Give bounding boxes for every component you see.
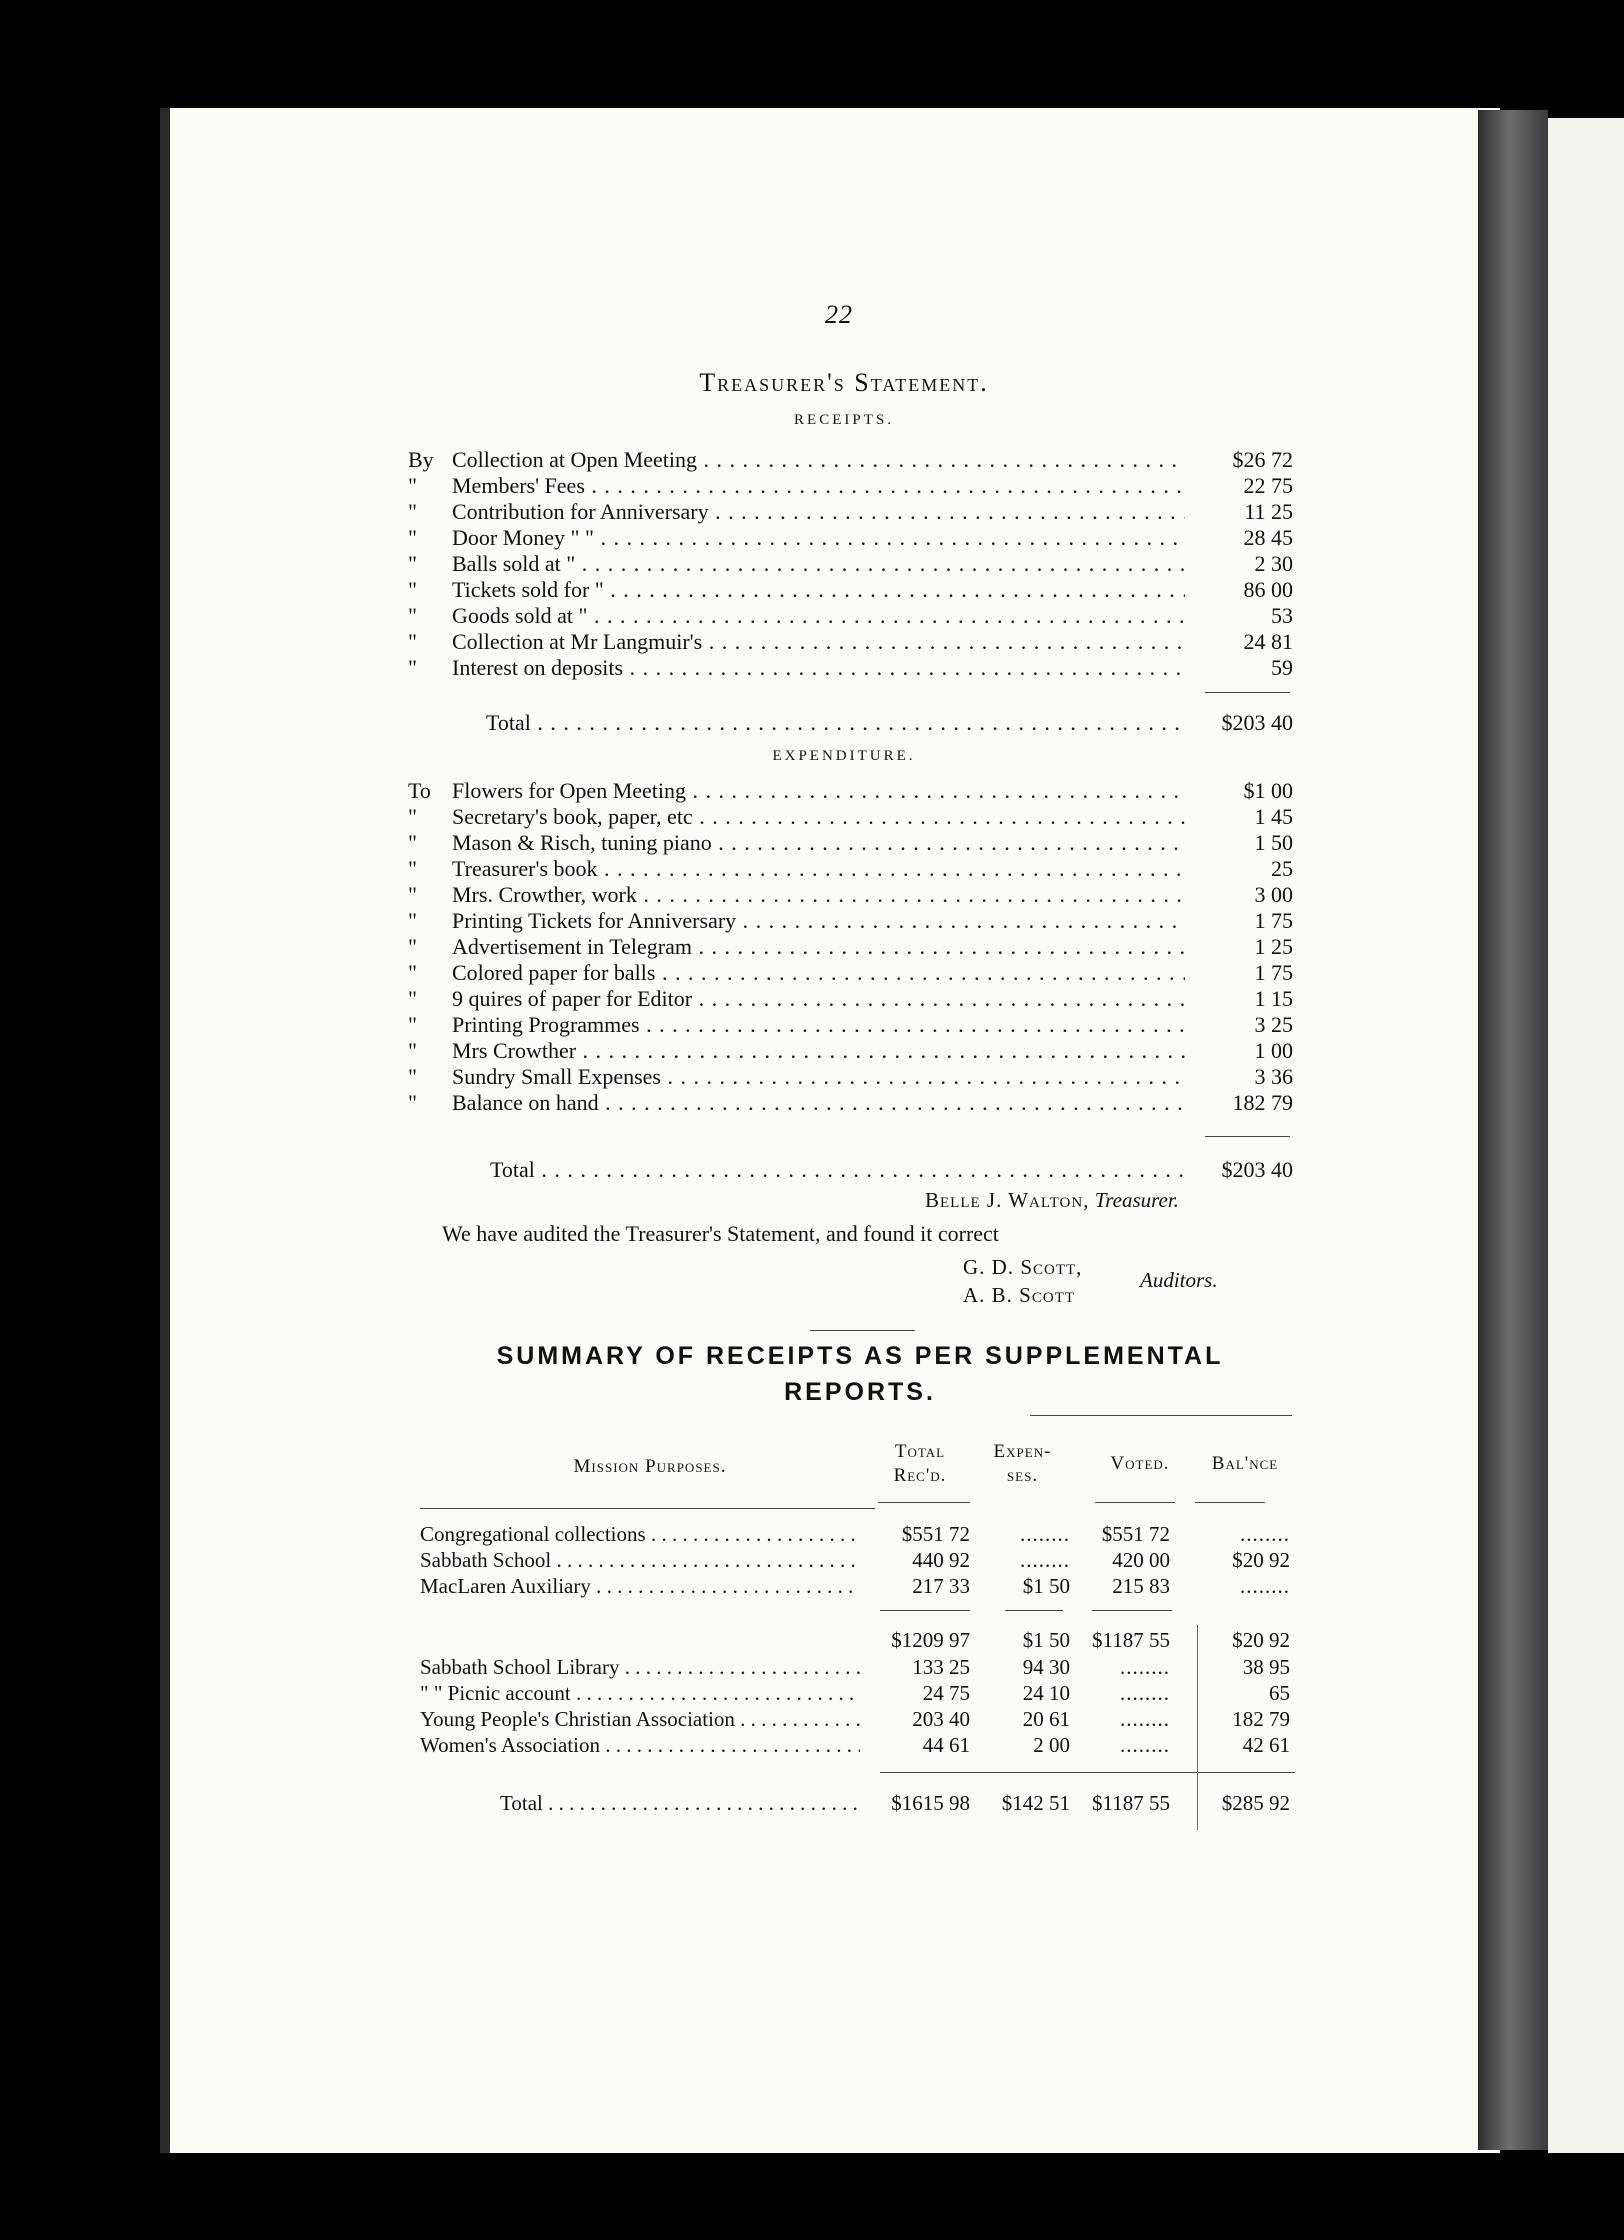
row-label: Colored paper for balls . . .: [452, 960, 1185, 986]
row-label: " " Picnic account . . .: [420, 1680, 860, 1706]
row-label: Young People's Christian Association . . .: [420, 1706, 860, 1732]
row-prefix: ": [408, 525, 417, 550]
receipt-row: [408, 447, 1293, 473]
expenditure-row: [408, 1038, 1293, 1064]
header-mission-purposes: Mission Purposes.: [573, 1456, 727, 1477]
expenditure-row: [408, 856, 1293, 882]
summary-subtotal-row: [420, 1627, 1300, 1653]
expenses-cell: 24 10: [1022, 1681, 1070, 1705]
row-label: Balls sold at " . . .: [452, 551, 1185, 577]
receipt-row: [408, 629, 1293, 655]
voted-cell: [1060, 1654, 1170, 1680]
total-label: Total . . .: [500, 1790, 860, 1816]
receipts-heading: RECEIPTS.: [794, 412, 894, 428]
expenditure-row: [408, 908, 1293, 934]
voted-cell: [1060, 1680, 1170, 1706]
expenses-cell: $1 50: [1022, 1628, 1070, 1652]
auditor-1: G. D. Scott,: [963, 1255, 1083, 1279]
row-prefix: ": [408, 1012, 417, 1037]
row-label: Sabbath School . . .: [420, 1547, 860, 1573]
row-prefix: ": [408, 629, 417, 654]
voted-cell: $1187 55: [1092, 1791, 1170, 1815]
balance-cell: [1180, 1573, 1290, 1599]
row-label: Mrs. Crowther, work . . .: [452, 882, 1185, 908]
row-label: Sabbath School Library . . .: [420, 1654, 860, 1680]
expenditure-row: [408, 986, 1293, 1012]
header-voted: Voted.: [1110, 1453, 1170, 1474]
voted-cell: $1187 55: [1092, 1628, 1170, 1652]
total-label: Total . . .: [490, 1157, 1185, 1183]
row-label: Women's Association . . .: [420, 1732, 860, 1758]
row-label: Mrs Crowther . . .: [452, 1038, 1185, 1064]
row-label: Treasurer's book . . .: [452, 856, 1185, 882]
row-prefix: ": [408, 804, 417, 829]
treasurer-signature: [925, 1188, 1179, 1213]
row-prefix: ": [408, 1090, 417, 1115]
row-amount: 1 50: [1254, 830, 1293, 855]
expenditure-row: [408, 1012, 1293, 1038]
total-cell: 217 33: [912, 1574, 970, 1598]
expenses-cell: [960, 1521, 1070, 1547]
row-prefix: ": [408, 934, 417, 959]
row-prefix: ": [408, 856, 417, 881]
expenses-cell: [960, 1547, 1070, 1573]
auditor-2: A. B. Scott: [963, 1283, 1076, 1307]
header-expenses: Expen- ses.: [993, 1441, 1052, 1486]
summary-row: [420, 1732, 1300, 1758]
row-label: Printing Programmes . . .: [452, 1012, 1185, 1038]
receipt-row: [408, 499, 1293, 525]
row-label: Congregational collections . . .: [420, 1521, 860, 1547]
receipt-row: [408, 655, 1293, 681]
expenditure-row: [408, 1090, 1293, 1116]
total-amount: $203 40: [1221, 710, 1293, 735]
row-prefix: ": [408, 551, 417, 576]
receipt-row: [408, 473, 1293, 499]
row-prefix: ": [408, 499, 417, 524]
row-label: MacLaren Auxiliary . . .: [420, 1573, 860, 1599]
row-amount: 25: [1271, 856, 1293, 881]
treasurer-statement-title: Treasurer's Statement.: [699, 368, 989, 397]
row-amount: 86 00: [1243, 577, 1293, 602]
row-label: Interest on deposits . . .: [452, 655, 1185, 681]
total-cell: 24 75: [922, 1681, 970, 1705]
column-divider: [1197, 1625, 1198, 1830]
expenditure-row: [408, 882, 1293, 908]
total-amount: $203 40: [1221, 1157, 1293, 1182]
row-prefix: ": [408, 830, 417, 855]
row-label: Collection at Open Meeting . . .: [452, 447, 1185, 473]
row-amount: 3 25: [1254, 1012, 1293, 1037]
row-amount: 53: [1271, 603, 1293, 628]
row-prefix: To: [408, 778, 431, 803]
balance-cell: $20 92: [1232, 1628, 1290, 1652]
row-amount: 28 45: [1243, 525, 1293, 550]
row-label: Tickets sold for " . . .: [452, 577, 1185, 603]
row-prefix: ": [408, 986, 417, 1011]
row-amount: $26 72: [1232, 447, 1293, 472]
expenditure-row: [408, 934, 1293, 960]
row-prefix: ": [408, 473, 417, 498]
expenses-cell: 2 00: [1033, 1733, 1070, 1757]
expenditure-row: [408, 960, 1293, 986]
receipt-row: [408, 577, 1293, 603]
row-label: Balance on hand . . .: [452, 1090, 1185, 1116]
expenses-cell: $1 50: [1022, 1574, 1070, 1598]
treasurer-role: Treasurer.: [1094, 1188, 1179, 1212]
summary-row: [420, 1654, 1300, 1680]
balance-cell: [1180, 1521, 1290, 1547]
header-rule: [878, 1502, 970, 1503]
summary-header-top-rule: [1030, 1415, 1292, 1416]
balance-cell: 65: [1269, 1681, 1290, 1705]
receipts-total-row: [408, 710, 1293, 736]
row-amount: 182 79: [1232, 1090, 1293, 1115]
balance-cell: 182 79: [1232, 1707, 1290, 1731]
voted-cell: [1060, 1706, 1170, 1732]
receipts-sum-rule: [1205, 692, 1290, 693]
total-cell: $551 72: [901, 1522, 970, 1546]
expenditure-total-row: [408, 1157, 1293, 1183]
expenditure-row: [408, 830, 1293, 856]
row-label: Advertisement in Telegram . . .: [452, 934, 1185, 960]
total-cell: $1209 97: [891, 1628, 970, 1652]
grand-total-rule: [880, 1772, 1295, 1773]
total-cell: 44 61: [922, 1733, 970, 1757]
row-amount: 1 00: [1254, 1038, 1293, 1063]
row-amount: 59: [1271, 655, 1293, 680]
row-amount: 1 15: [1254, 986, 1293, 1011]
row-label: Mason & Risch, tuning piano . . .: [452, 830, 1185, 856]
row-amount: $1 00: [1243, 778, 1293, 803]
voted-cell: $551 72: [1101, 1522, 1170, 1546]
total-cell: 133 25: [912, 1655, 970, 1679]
row-label: Collection at Mr Langmuir's . . .: [452, 629, 1185, 655]
receipt-row: [408, 551, 1293, 577]
balance-cell: $285 92: [1221, 1791, 1290, 1815]
row-amount: 2 30: [1254, 551, 1293, 576]
receipt-row: [408, 525, 1293, 551]
summary-row: [420, 1680, 1300, 1706]
expenditure-sum-rule: [1205, 1136, 1290, 1137]
row-prefix: ": [408, 603, 417, 628]
expenses-cell: 20 61: [1022, 1707, 1070, 1731]
treasurer-name: Belle J. Walton,: [925, 1188, 1090, 1212]
expenditure-heading: EXPENDITURE.: [772, 748, 916, 764]
header-total-received: Total Rec'd.: [893, 1441, 947, 1486]
row-label: Goods sold at " . . .: [452, 603, 1185, 629]
row-label: Sundry Small Expenses . . .: [452, 1064, 1185, 1090]
balance-cell: $20 92: [1232, 1548, 1290, 1572]
expenses-cell: 94 30: [1022, 1655, 1070, 1679]
row-label: Door Money " " . . .: [452, 525, 1185, 551]
summary-total-row: [420, 1790, 1300, 1816]
row-label: Flowers for Open Meeting . . .: [452, 778, 1185, 804]
voted-cell: 215 83: [1112, 1574, 1170, 1598]
audit-statement: We have audited the Treasurer's Statement, and found it correct: [442, 1221, 999, 1246]
row-amount: 1 75: [1254, 908, 1293, 933]
row-amount: 1 45: [1254, 804, 1293, 829]
expenditure-row: [408, 804, 1293, 830]
row-prefix: ": [408, 577, 417, 602]
expenditure-row: [408, 778, 1293, 804]
subtotal-rule: [1092, 1610, 1172, 1611]
header-rule: [1195, 1502, 1265, 1503]
row-amount: 1 25: [1254, 934, 1293, 959]
subtotal-rule: [880, 1610, 970, 1611]
summary-row: [420, 1547, 1300, 1573]
row-prefix: ": [408, 1038, 417, 1063]
row-amount: 1 75: [1254, 960, 1293, 985]
summary-row: [420, 1573, 1300, 1599]
row-prefix: ": [408, 908, 417, 933]
expenses-cell: $142 51: [1001, 1791, 1070, 1815]
voted-cell: [1060, 1732, 1170, 1758]
balance-cell: 42 61: [1242, 1733, 1290, 1757]
summary-row: [420, 1521, 1300, 1547]
row-prefix: ": [408, 882, 417, 907]
row-label: Contribution for Anniversary . . .: [452, 499, 1185, 525]
row-amount: 24 81: [1243, 629, 1293, 654]
total-cell: 203 40: [912, 1707, 970, 1731]
row-prefix: By: [408, 447, 434, 472]
section-divider: [810, 1330, 915, 1331]
row-label: Secretary's book, paper, etc . . .: [452, 804, 1185, 830]
summary-row: [420, 1706, 1300, 1732]
row-amount: 3 00: [1254, 882, 1293, 907]
header-balance: Bal'nce: [1211, 1453, 1279, 1474]
voted-cell: 420 00: [1112, 1548, 1170, 1572]
row-amount: 11 25: [1244, 499, 1293, 524]
expenditure-row: [408, 1064, 1293, 1090]
summary-title: SUMMARY OF RECEIPTS AS PER SUPPLEMENTAL REPORTS.: [496, 1342, 1224, 1406]
row-prefix: ": [408, 655, 417, 680]
total-label: Total . . .: [486, 710, 1185, 736]
row-amount: 3 36: [1254, 1064, 1293, 1089]
header-rule: [420, 1508, 875, 1509]
row-amount: 22 75: [1243, 473, 1293, 498]
row-label: Members' Fees . . .: [452, 473, 1185, 499]
total-cell: 440 92: [912, 1548, 970, 1572]
header-rule: [1095, 1502, 1175, 1503]
receipt-row: [408, 603, 1293, 629]
total-cell: $1615 98: [891, 1791, 970, 1815]
balance-cell: 38 95: [1242, 1655, 1290, 1679]
subtotal-rule: [1005, 1610, 1063, 1611]
row-prefix: ": [408, 1064, 417, 1089]
row-label: 9 quires of paper for Editor . . .: [452, 986, 1185, 1012]
row-prefix: ": [408, 960, 417, 985]
row-label: Printing Tickets for Anniversary . . .: [452, 908, 1185, 934]
page-number: 22: [825, 300, 853, 329]
auditors-role: Auditors.: [1140, 1268, 1218, 1292]
